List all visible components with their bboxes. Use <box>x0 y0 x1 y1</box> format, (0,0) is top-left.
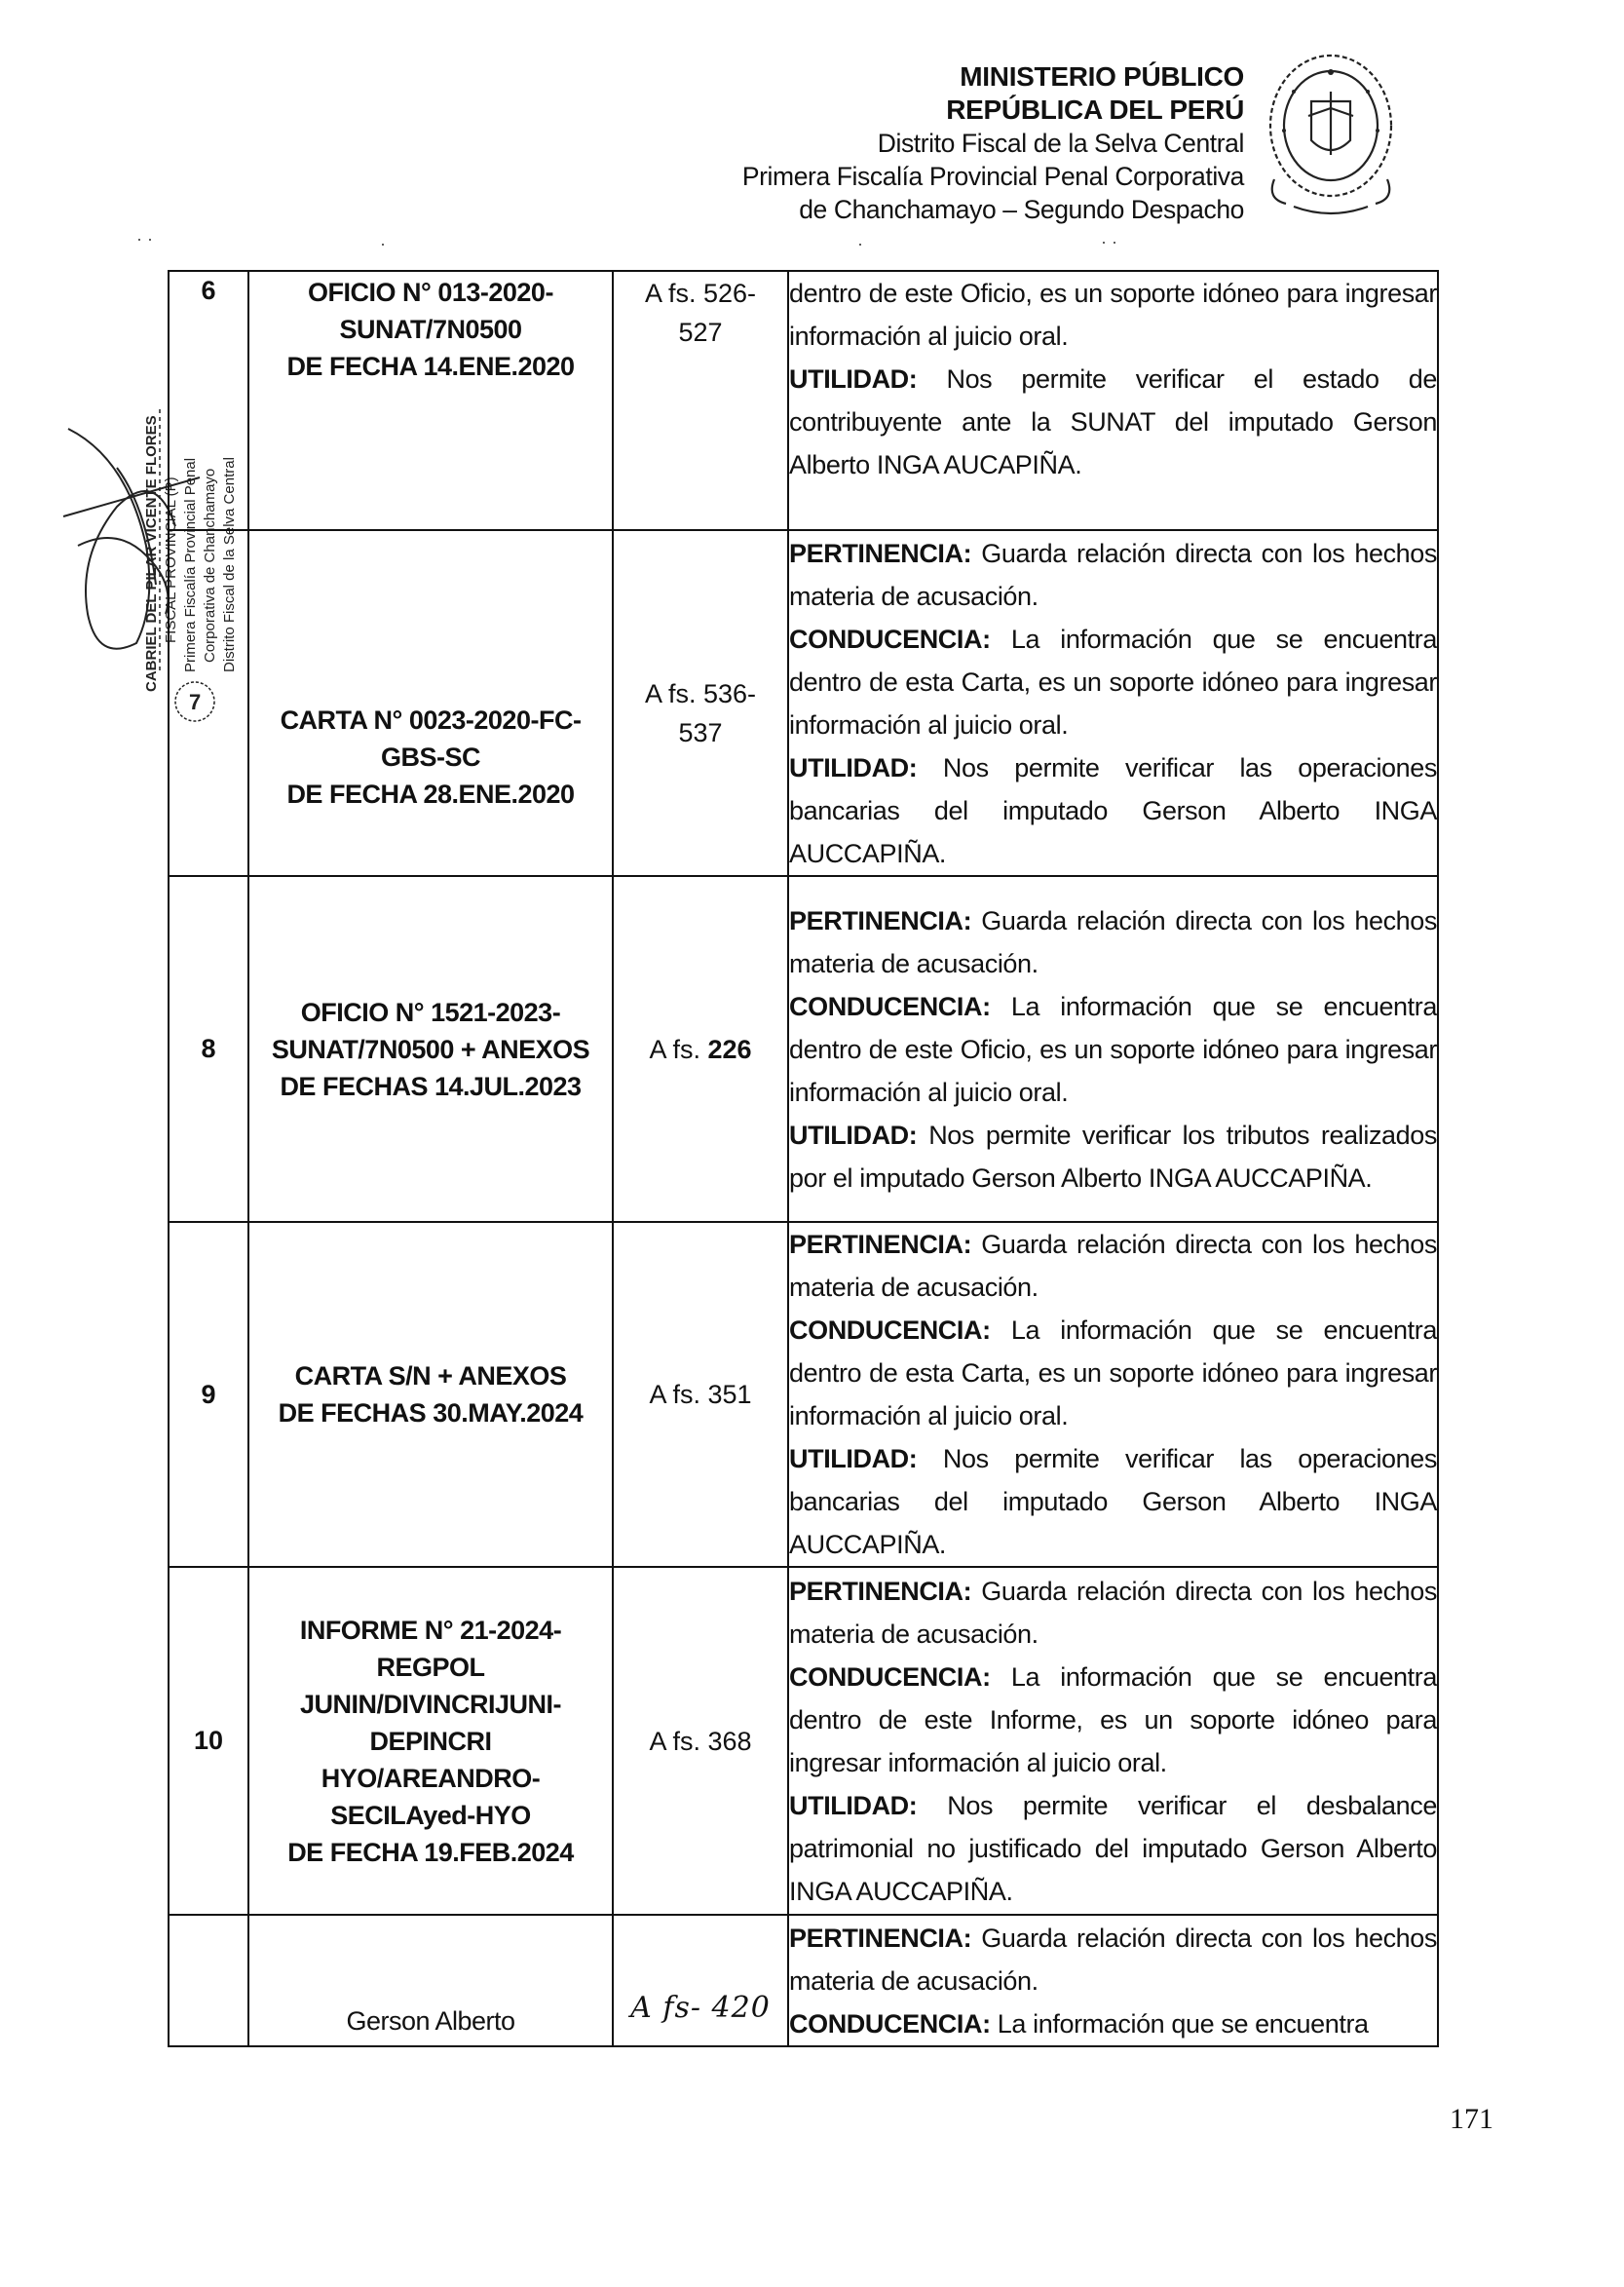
evidence-description <box>788 1222 1438 1567</box>
conducencia-paragraph: CONDUCENCIA: La información que se encuentra dentro de este Oficio, es un soporte idóneo para ingresar información al juicio oral. <box>789 991 1437 1107</box>
table-row <box>169 271 1438 530</box>
utilidad-paragraph: UTILIDAD: Nos permite verificar las operaciones bancarias del imputado Gerson Alberto INGA AUCCAPIÑA. <box>789 752 1437 868</box>
header-institution: MINISTERIO PÚBLICO <box>960 61 1244 92</box>
header-country: REPÚBLICA DEL PERÚ <box>946 95 1244 125</box>
document-title: INFORME N° 21-2024- REGPOL JUNIN/DIVINCRIJUNI- DEPINCRI HYO/AREANDRO- SECILAyed-HYO DE FECHA 19.FEB.2024 <box>248 1567 613 1915</box>
svg-text:7: 7 <box>189 690 202 714</box>
scan-speck: · <box>857 234 863 253</box>
evidence-table <box>168 270 1439 2047</box>
conducencia-paragraph: CONDUCENCIA: La información que se encuentra dentro de esta Carta, es un soporte idóneo para ingresar información al juicio oral. <box>789 624 1437 740</box>
stamp-line-3: Primera Fiscalía Provincial Penal <box>182 457 199 672</box>
evidence-description <box>788 1915 1438 2046</box>
ministry-seal-icon <box>1255 33 1411 228</box>
pertinencia-paragraph: PERTINENCIA: Guarda relación directa con los hechos materia de acusación. <box>789 1923 1437 1996</box>
folio-reference: A fs. 368 <box>613 1567 788 1915</box>
conducencia-paragraph: CONDUCENCIA: La información que se encuentra <box>789 2008 1369 2039</box>
utilidad-paragraph: UTILIDAD: Nos permite verificar los tributos realizados por el imputado Gerson Alberto INGA AUCCAPIÑA. <box>789 1120 1437 1193</box>
pertinencia-paragraph: PERTINENCIA: Guarda relación directa con los hechos materia de acusación. <box>789 1576 1437 1649</box>
header-office: Primera Fiscalía Provincial Penal Corporativa <box>741 162 1244 191</box>
conducencia-text: dentro de este Oficio, es un soporte idóneo para ingresar información al juicio oral. <box>789 279 1437 351</box>
table-row <box>169 1222 1438 1567</box>
page-number: 171 <box>1450 2103 1493 2135</box>
scan-speck: · · <box>136 229 153 248</box>
table-row <box>169 1915 1438 2046</box>
evidence-description <box>788 530 1438 876</box>
document-title: OFICIO N° 013-2020- SUNAT/7N0500 DE FECHA 14.ENE.2020 <box>248 271 613 530</box>
folio-reference: A fs. 526- 527 <box>613 271 788 530</box>
utilidad-paragraph: UTILIDAD: Nos permite verificar las operaciones bancarias del imputado Gerson Alberto INGA AUCCAPIÑA. <box>789 1444 1437 1559</box>
table-row <box>169 530 1438 876</box>
scan-speck: · <box>380 234 386 253</box>
document-title: Gerson Alberto <box>248 1915 613 2046</box>
document-title: CARTA S/N + ANEXOS DE FECHAS 30.MAY.2024 <box>248 1222 613 1567</box>
folio-reference: A fs. 351 <box>613 1222 788 1567</box>
folio-reference-handwritten: A fs- 420 <box>613 1915 788 2046</box>
row-number: 6 <box>169 271 248 530</box>
pertinencia-paragraph: PERTINENCIA: Guarda relación directa con los hechos materia de acusación. <box>789 538 1437 611</box>
header-district: Distrito Fiscal de la Selva Central <box>877 129 1244 158</box>
folio-reference: A fs. 536- 537 <box>613 530 788 876</box>
document-title: OFICIO N° 1521-2023- SUNAT/7N0500 + ANEXOS DE FECHAS 14.JUL.2023 <box>248 876 613 1222</box>
conducencia-paragraph: CONDUCENCIA: La información que se encuentra dentro de esta Carta, es un soporte idóneo para ingresar información al juicio oral. <box>789 1315 1437 1430</box>
document-title: CARTA N° 0023-2020-FC- GBS-SC DE FECHA 28.ENE.2020 <box>248 530 613 876</box>
scan-speck: · · <box>1101 232 1117 251</box>
utilidad-paragraph: UTILIDAD: Nos permite verificar el estado de contribuyente ante la SUNAT del imputado Gerson Alberto INGA AUCAPIÑA. <box>789 364 1437 479</box>
stamp-line-5: Distrito Fiscal de la Selva Central <box>221 457 238 672</box>
header-office-division: de Chanchamayo – Segundo Despacho <box>799 195 1244 224</box>
stamp-line-4: Corporativa de Chanchamayo <box>202 468 218 663</box>
utilidad-paragraph: UTILIDAD: Nos permite verificar el desbalance patrimonial no justificado del imputado Gerson Alberto INGA AUCCAPIÑA. <box>789 1790 1437 1906</box>
stamp-line-1: CABRIEL DEL PILAR VICENTE FLORES <box>143 415 160 692</box>
stamp-line-2: FISCAL PROVINCIAL (P) <box>163 476 179 643</box>
letterhead <box>742 60 1244 226</box>
evidence-description <box>788 876 1438 1222</box>
row-number <box>169 1915 248 2046</box>
table-row <box>169 1567 1438 1915</box>
table-row <box>169 876 1438 1222</box>
folio-reference: A fs. 226 <box>613 876 788 1222</box>
evidence-description <box>788 271 1438 530</box>
row-number: 10 <box>169 1567 248 1915</box>
row-number: 8 <box>169 876 248 1222</box>
evidence-description <box>788 1567 1438 1915</box>
row-number: 9 <box>169 1222 248 1567</box>
row-number <box>169 530 248 876</box>
pertinencia-paragraph: PERTINENCIA: Guarda relación directa con los hechos materia de acusación. <box>789 905 1437 978</box>
pertinencia-paragraph: PERTINENCIA: Guarda relación directa con los hechos materia de acusación. <box>789 1230 1437 1302</box>
conducencia-paragraph: CONDUCENCIA: La información que se encuentra dentro de este Informe, es un soporte idóneo para ingresar información al juicio oral. <box>789 1661 1437 1777</box>
